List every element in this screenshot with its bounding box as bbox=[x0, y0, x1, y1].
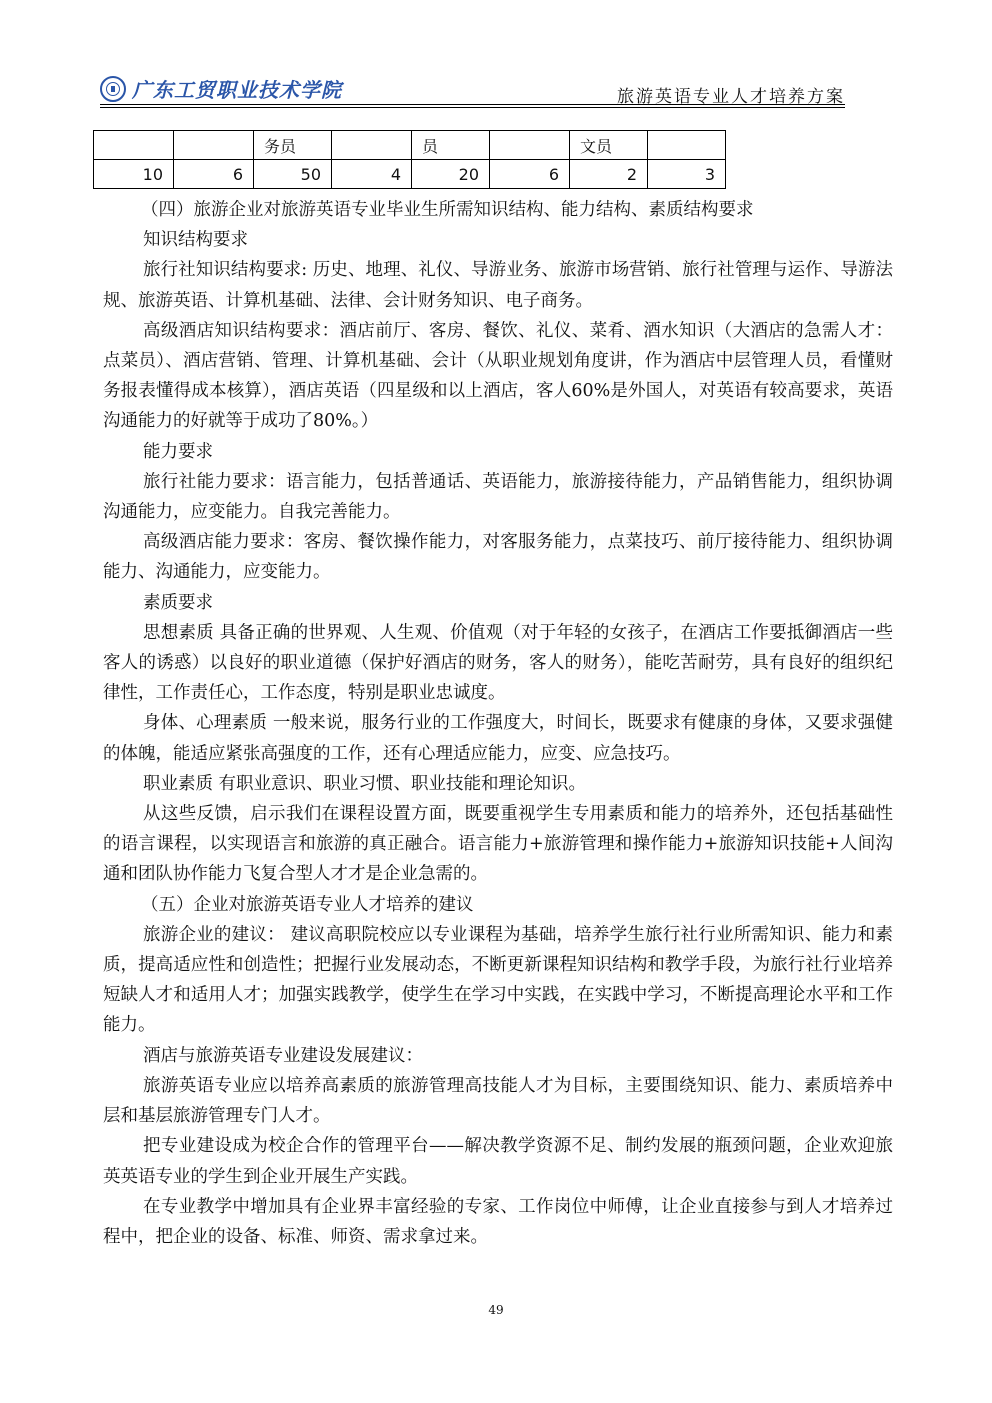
section-heading: （五）企业对旅游英语专业人才培养的建议 bbox=[141, 894, 474, 915]
paragraph: 酒店与旅游英语专业建设发展建议： bbox=[143, 1045, 423, 1066]
table-cell bbox=[94, 131, 174, 160]
paragraph: 旅行社能力要求：语言能力，包括普通话、英语能力，旅游接待能力，产品销售能力，组织协调沟通能力，应变能力。自我完善能力。 bbox=[103, 471, 893, 523]
paragraph: 在专业教学中增加具有企业界丰富经验的专家、工作岗位中师傅，让企业直接参与到人才培养过程中，把企业的设备、标准、师资、需求拿过来。 bbox=[103, 1196, 893, 1247]
subheading: 知识结构要求 bbox=[143, 230, 248, 251]
table-cell: 员 bbox=[412, 131, 490, 160]
paragraph: 旅行社知识结构要求: 历史、地理、礼仪、导游业务、旅游市场营销、旅行社管理与运作、导游法规、旅游英语、计算机基础、法律、会计财务知识、电子商务。 bbox=[103, 260, 893, 311]
table-row bbox=[94, 160, 726, 189]
paragraph: 高级酒店能力要求：客房、餐饮操作能力，对客服务能力，点菜技巧、前厅接待能力、组织协调能力、沟通能力，应变能力。 bbox=[103, 532, 893, 583]
header-divider-thin bbox=[100, 107, 845, 108]
school-logo bbox=[100, 74, 342, 103]
subheading: 能力要求 bbox=[143, 441, 213, 462]
table-cell: 6 bbox=[174, 160, 254, 189]
paragraph: 旅游企业的建议： 建议高职院校应以专业课程为基础，培养学生旅行社行业所需知识、能力和素质，提高适应性和创造性；把握行业发展动态，不断更新课程知识结构和教学手段，为旅行社行业培养短缺人才和适用人才；加强实践教学，使学生在学习中实践，在实践中学习，不断提高理论水平和工作能力。 bbox=[103, 924, 893, 1036]
table-cell: 6 bbox=[490, 160, 570, 189]
table-cell bbox=[490, 131, 570, 160]
table-cell: 文员 bbox=[570, 131, 648, 160]
table-cell bbox=[332, 131, 412, 160]
staff-table bbox=[93, 130, 726, 189]
subheading: 素质要求 bbox=[143, 592, 213, 613]
page-number: 49 bbox=[488, 1303, 504, 1317]
table-cell: 20 bbox=[412, 160, 490, 189]
document-body bbox=[103, 195, 893, 1252]
school-name: 广东工贸职业技术学院 bbox=[132, 78, 342, 102]
table-row bbox=[94, 131, 726, 160]
document-title: 旅游英语专业人才培养方案 bbox=[617, 87, 845, 107]
paragraph: 身体、心理素质 一般来说，服务行业的工作强度大，时间长，既要求有健康的身体，又要求强健的体魄，能适应紧张高强度的工作，还有心理适应能力，应变、应急技巧。 bbox=[103, 713, 893, 764]
page-header bbox=[100, 70, 845, 110]
paragraph: 从这些反馈，启示我们在课程设置方面，既要重视学生专用素质和能力的培养外，还包括基础性的语言课程，以实现语言和旅游的真正融合。语言能力+旅游管理和操作能力+旅游知识技能+人间沟通和团队协作能力飞复合型人才才是企业急需的。 bbox=[103, 804, 893, 885]
table-cell: 务员 bbox=[254, 131, 332, 160]
paragraph: 旅游英语专业应以培养高素质的旅游管理高技能人才为目标，主要围绕知识、能力、素质培养中层和基层旅游管理专门人才。 bbox=[103, 1075, 893, 1127]
paragraph: 高级酒店知识结构要求：酒店前厅、客房、餐饮、礼仪、菜肴、酒水知识（大酒店的急需人才：点菜员）、酒店营销、管理、计算机基础、会计（从职业规划角度讲，作为酒店中层管理人员，看懂财务报表懂得成本核算），酒店英语（四星级和以上酒店，客人60%是外国人，对英语有较高要求，英语沟通能力的好就等于成功了80%。） bbox=[103, 320, 893, 432]
table-cell: 2 bbox=[570, 160, 648, 189]
paragraph: 把专业建设成为校企合作的管理平台——解决教学资源不足、制约发展的瓶颈问题，企业欢迎旅英英语专业的学生到企业开展生产实践。 bbox=[103, 1136, 893, 1187]
header-divider bbox=[100, 104, 845, 105]
table-cell: 4 bbox=[332, 160, 412, 189]
table-cell: 10 bbox=[94, 160, 174, 189]
table-cell bbox=[174, 131, 254, 160]
table-cell bbox=[648, 131, 726, 160]
paragraph: 思想素质 具备正确的世界观、人生观、价值观（对于年轻的女孩子，在酒店工作要抵御酒店一些客人的诱惑）以良好的职业道德（保护好酒店的财务，客人的财务），能吃苦耐劳，具有良好的组织纪律性，工作责任心，工作态度，特别是职业忠诚度。 bbox=[103, 622, 893, 704]
section-heading: （四）旅游企业对旅游英语专业毕业生所需知识结构、能力结构、素质结构要求 bbox=[141, 200, 754, 220]
school-seal-icon bbox=[100, 76, 126, 102]
paragraph: 职业素质 有职业意识、职业习惯、职业技能和理论知识。 bbox=[143, 773, 587, 794]
table-cell: 50 bbox=[254, 160, 332, 189]
table-cell: 3 bbox=[648, 160, 726, 189]
